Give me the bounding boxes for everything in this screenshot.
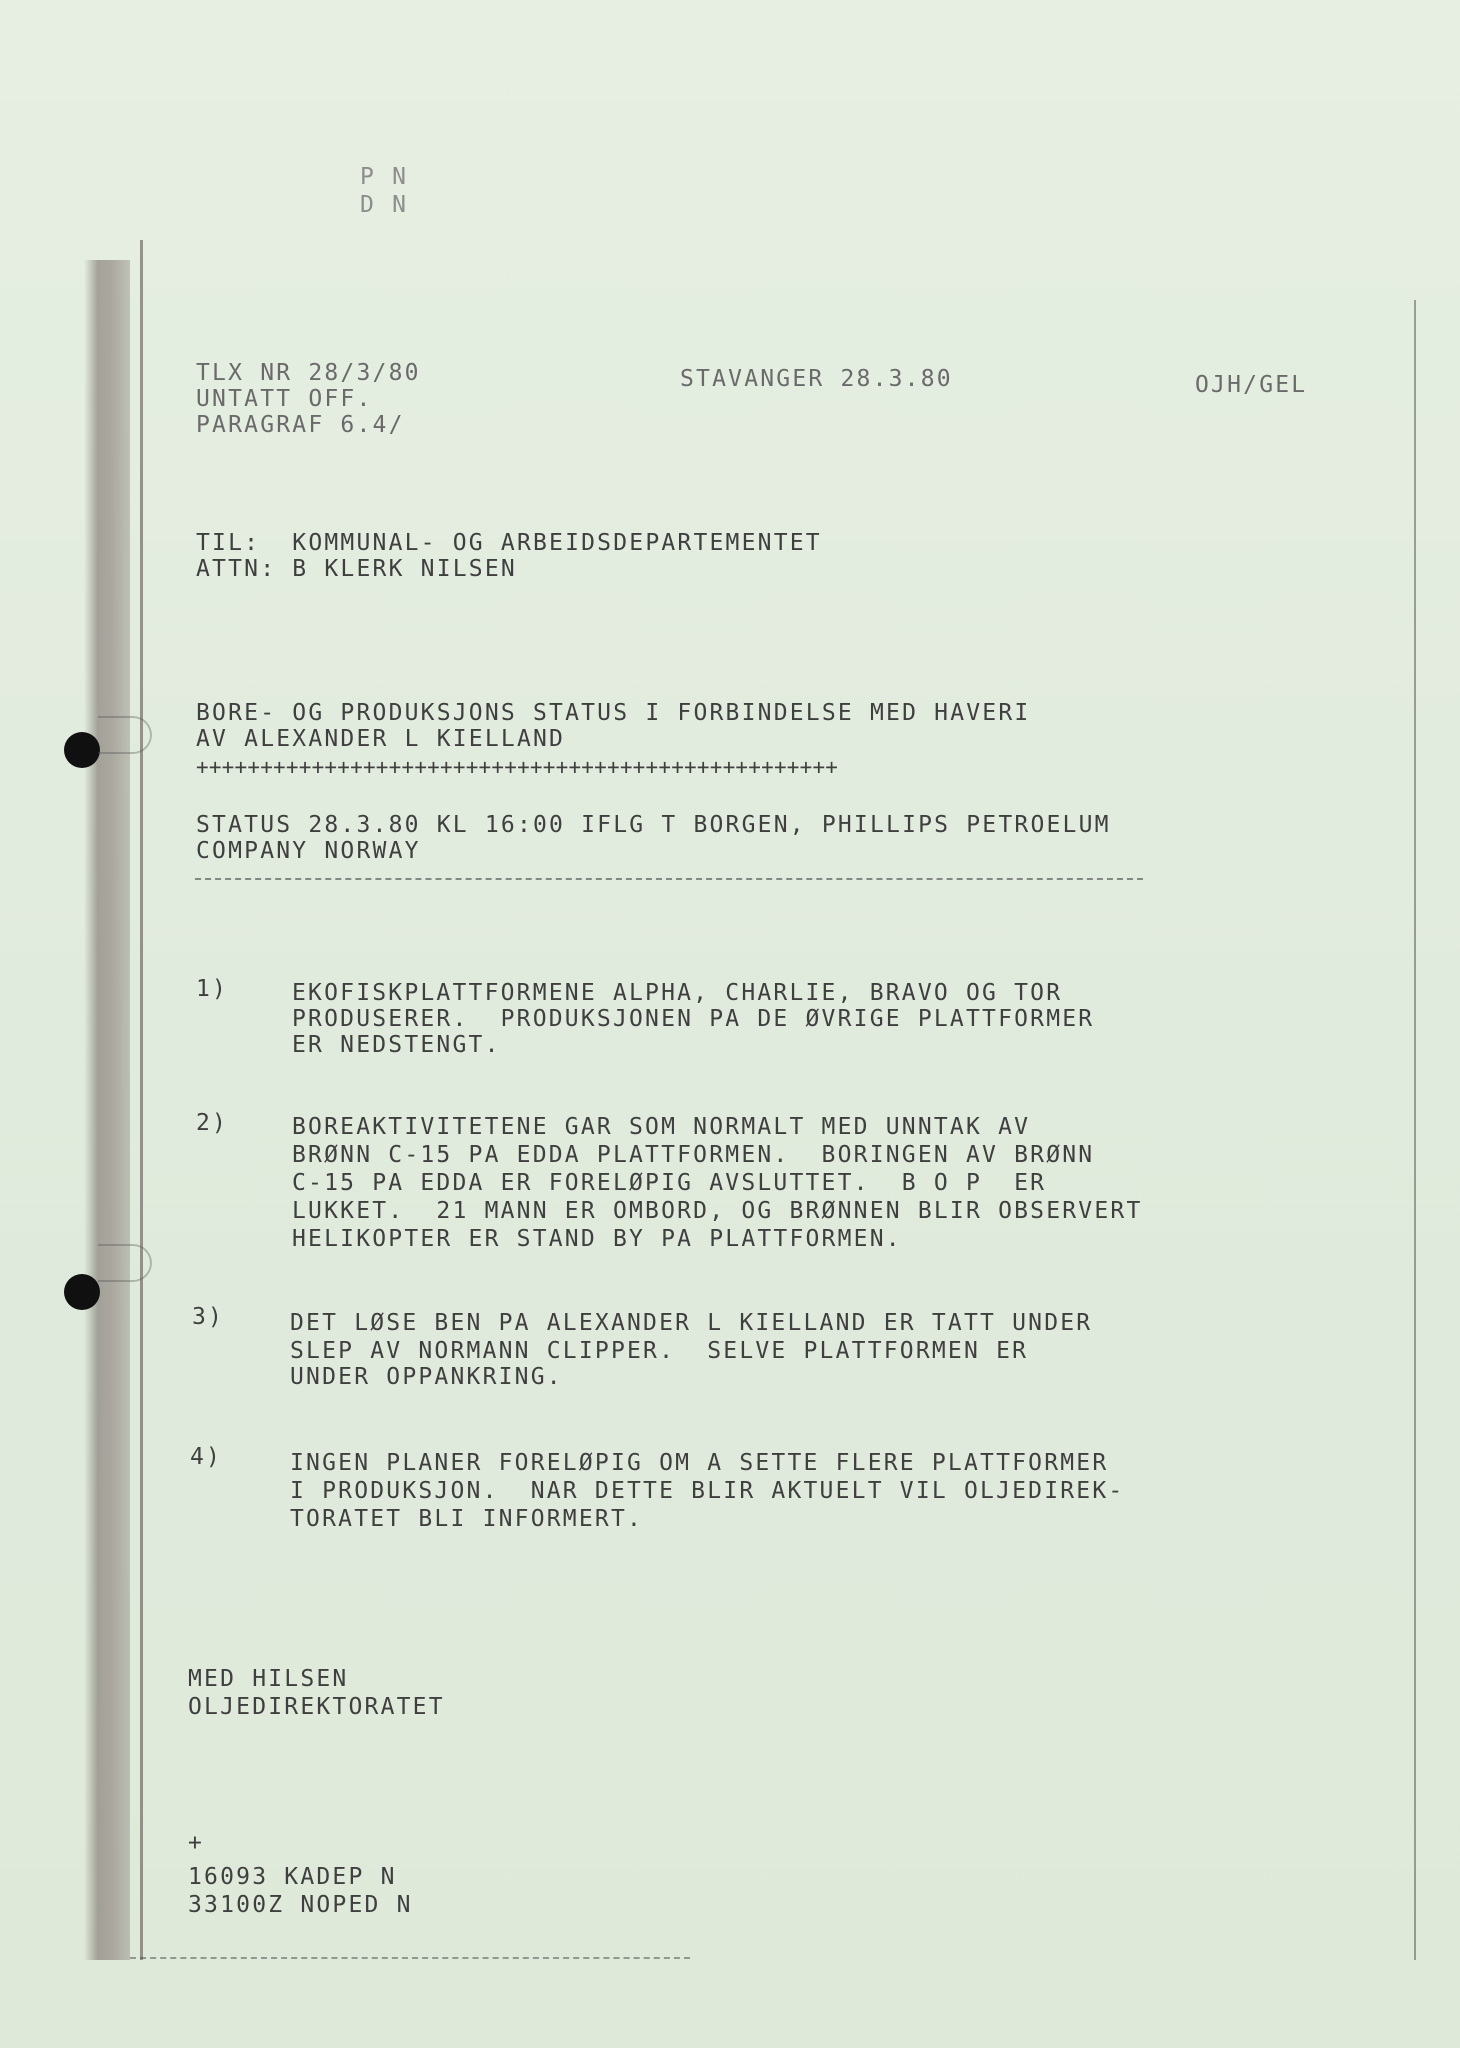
item-2-line-3: C-15 PA EDDA ER FORELØPIG AVSLUTTET. B O P ER	[292, 1170, 1047, 1196]
item-1-line-1: EKOFISKPLATTFORMENE ALPHA, CHARLIE, BRAVO OG TOR	[292, 980, 1063, 1006]
answerback-line-2: 33100Z NOPED N	[188, 1892, 413, 1918]
recipient-attn: ATTN: B KLERK NILSEN	[196, 556, 517, 582]
item-4-number: 4)	[190, 1444, 223, 1470]
faint-header-line-1: P N	[360, 164, 409, 190]
answerback-mark: +	[188, 1830, 205, 1856]
ref-line-3: PARAGRAF 6.4/	[196, 412, 405, 438]
status-line-2: COMPANY NORWAY	[196, 838, 421, 864]
ref-line-1: TLX NR 28/3/80	[196, 360, 421, 386]
item-4-line-2: I PRODUKSJON. NAR DETTE BLIR AKTUELT VIL OLJEDIREK-	[290, 1478, 1125, 1504]
item-3-line-2: SLEP AV NORMANN CLIPPER. SELVE PLATTFORMEN ER	[290, 1338, 1029, 1364]
status-divider	[195, 878, 1143, 880]
item-2-line-2: BRØNN C-15 PA EDDA PLATTFORMEN. BORINGEN AV BRØNN	[292, 1142, 1095, 1168]
item-1-line-2: PRODUSERER. PRODUKSJONEN PA DE ØVRIGE PLATTFORMER	[292, 1006, 1095, 1032]
item-1-line-3: ER NEDSTENGT.	[292, 1032, 501, 1058]
subject-underline: ++++++++++++++++++++++++++++++++++++++++++++++++++	[196, 755, 839, 779]
punch-hole-tab-bottom	[98, 1244, 152, 1282]
punch-hole-bottom	[64, 1274, 100, 1310]
item-3-line-3: UNDER OPPANKRING.	[290, 1364, 563, 1390]
item-2-line-1: BOREAKTIVITETENE GAR SOM NORMALT MED UNNTAK AV	[292, 1114, 1031, 1140]
item-3-line-1: DET LØSE BEN PA ALEXANDER L KIELLAND ER TATT UNDER	[290, 1310, 1093, 1336]
item-2-line-5: HELIKOPTER ER STAND BY PA PLATTFORMEN.	[292, 1226, 902, 1252]
status-line-1: STATUS 28.3.80 KL 16:00 IFLG T BORGEN, PHILLIPS PETROELUM	[196, 812, 1111, 838]
item-2-line-4: LUKKET. 21 MANN ER OMBORD, OG BRØNNEN BLIR OBSERVERT	[292, 1198, 1143, 1224]
item-1-number: 1)	[196, 976, 229, 1002]
item-4-line-3: TORATET BLI INFORMERT.	[290, 1506, 644, 1532]
faint-header-line-2: D N	[360, 192, 409, 218]
punch-hole-top	[64, 732, 100, 768]
right-edge-line	[1414, 300, 1416, 1960]
left-margin-line	[140, 240, 143, 1960]
item-2-number: 2)	[196, 1110, 229, 1136]
subject-line-2: AV ALEXANDER L KIELLAND	[196, 726, 566, 752]
bottom-edge-line	[130, 1957, 690, 1961]
recipient-to: TIL: KOMMUNAL- OG ARBEIDSDEPARTEMENTET	[196, 530, 822, 556]
item-3-number: 3)	[192, 1304, 225, 1330]
punch-hole-tab-top	[98, 716, 152, 754]
closing-line-1: MED HILSEN	[188, 1666, 349, 1692]
place-date: STAVANGER 28.3.80	[680, 366, 953, 392]
sender-initials: OJH/GEL	[1195, 372, 1308, 398]
binding-shadow	[84, 260, 130, 1960]
closing-line-2: OLJEDIREKTORATET	[188, 1694, 445, 1720]
answerback-line-1: 16093 KADEP N	[188, 1864, 397, 1890]
subject-line-1: BORE- OG PRODUKSJONS STATUS I FORBINDELSE MED HAVERI	[196, 700, 1031, 726]
ref-line-2: UNTATT OFF.	[196, 386, 373, 412]
item-4-line-1: INGEN PLANER FORELØPIG OM A SETTE FLERE PLATTFORMER	[290, 1450, 1109, 1476]
